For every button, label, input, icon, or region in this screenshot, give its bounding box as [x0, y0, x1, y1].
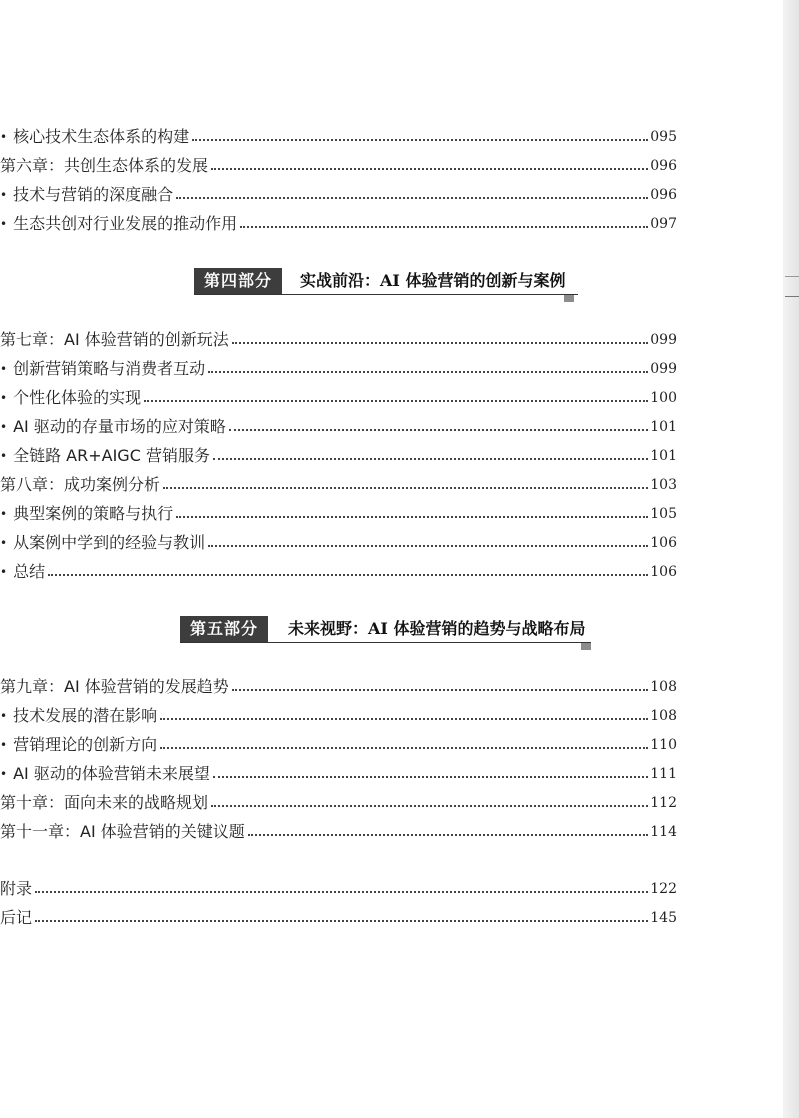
entry-title: 创新营销策略与消费者互动 — [13, 359, 206, 378]
part-underline — [194, 294, 578, 295]
page-number: 097 — [650, 216, 677, 232]
toc-entry[interactable] — [0, 472, 677, 494]
dot-leader — [213, 458, 648, 460]
toc-entry[interactable] — [0, 761, 677, 783]
toc-entry[interactable] — [0, 559, 677, 581]
toc-entry[interactable] — [0, 501, 677, 523]
part-header-5 — [180, 616, 591, 656]
page-edge-mark — [785, 276, 799, 277]
dot-leader — [35, 891, 648, 893]
entry-title: 核心技术生态体系的构建 — [13, 127, 190, 146]
part-title: 未来视野：AI 体验营销的趋势与战略布局 — [288, 619, 586, 638]
entry-title: 技术发展的潜在影响 — [13, 706, 158, 725]
dot-leader — [48, 574, 648, 576]
entry-title: 第十一章：AI 体验营销的关键议题 — [0, 822, 245, 841]
part-tag: 第五部分 — [180, 616, 268, 642]
bullet-icon: • — [0, 767, 8, 781]
bullet-icon: • — [0, 420, 8, 434]
dot-leader — [163, 487, 648, 489]
page-number: 145 — [650, 910, 677, 926]
page-number: 096 — [650, 158, 677, 174]
bullet-icon: • — [0, 536, 8, 550]
page-number: 110 — [650, 737, 677, 753]
page-number: 108 — [650, 679, 677, 695]
page-number: 112 — [650, 795, 677, 811]
toc-entry[interactable] — [0, 443, 677, 465]
dot-leader — [229, 429, 648, 431]
part-header-4 — [194, 268, 578, 308]
dot-leader — [213, 776, 648, 778]
toc-entry[interactable] — [0, 385, 677, 407]
toc-entry[interactable] — [0, 211, 677, 233]
bullet-icon: • — [0, 130, 8, 144]
toc-entry[interactable] — [0, 356, 677, 378]
entry-title: AI 驱动的体验营销未来展望 — [13, 764, 210, 783]
bullet-icon: • — [0, 565, 8, 579]
toc-entry[interactable] — [0, 819, 677, 841]
toc-entry[interactable] — [0, 790, 677, 812]
dot-leader — [192, 139, 648, 141]
page-edge-strip — [783, 0, 799, 1118]
toc-entry[interactable] — [0, 674, 677, 696]
entry-title: 总结 — [13, 562, 46, 581]
toc-entry[interactable] — [0, 124, 677, 146]
page-number: 106 — [650, 564, 677, 580]
dot-leader — [176, 516, 648, 518]
entry-title: 第八章：成功案例分析 — [0, 475, 161, 494]
dot-leader — [160, 718, 648, 720]
dot-leader — [232, 689, 649, 691]
dot-leader — [208, 371, 648, 373]
toc-entry[interactable] — [0, 703, 677, 725]
bullet-icon: • — [0, 391, 8, 405]
toc-entry[interactable] — [0, 182, 677, 204]
page-number: 105 — [650, 506, 677, 522]
page-number: 114 — [650, 824, 677, 840]
entry-title: 后记 — [0, 908, 33, 927]
page-number: 100 — [650, 390, 677, 406]
bullet-icon: • — [0, 449, 8, 463]
part-title: 实战前沿：AI 体验营销的创新与案例 — [300, 271, 566, 290]
page-number: 096 — [650, 187, 677, 203]
entry-title: 附录 — [0, 879, 33, 898]
dot-leader — [144, 400, 648, 402]
bullet-icon: • — [0, 217, 8, 231]
entry-title: AI 驱动的存量市场的应对策略 — [13, 417, 226, 436]
page-number: 103 — [650, 477, 677, 493]
entry-title: 第十章：面向未来的战略规划 — [0, 793, 209, 812]
corner-mark — [564, 295, 574, 302]
page-edge-mark — [785, 296, 799, 297]
dot-leader — [211, 168, 648, 170]
entry-title: 营销理论的创新方向 — [13, 735, 158, 754]
dot-leader — [208, 545, 648, 547]
dot-leader — [160, 747, 648, 749]
bullet-icon: • — [0, 709, 8, 723]
bullet-icon: • — [0, 362, 8, 376]
entry-title: 第九章：AI 体验营销的发展趋势 — [0, 677, 229, 696]
dot-leader — [248, 834, 649, 836]
page-number: 111 — [650, 766, 677, 782]
dot-leader — [240, 226, 648, 228]
entry-title: 生态共创对行业发展的推动作用 — [13, 214, 238, 233]
toc-entry[interactable] — [0, 530, 677, 552]
bullet-icon: • — [0, 738, 8, 752]
page-number: 106 — [650, 535, 677, 551]
toc-entry[interactable] — [0, 876, 677, 898]
entry-title: 全链路 AR+AIGC 营销服务 — [13, 446, 210, 465]
dot-leader — [35, 920, 648, 922]
page-number: 099 — [650, 332, 677, 348]
toc-entry[interactable] — [0, 732, 677, 754]
entry-title: 个性化体验的实现 — [13, 388, 142, 407]
corner-mark — [581, 643, 591, 650]
dot-leader — [232, 342, 649, 344]
entry-title: 典型案例的策略与执行 — [13, 504, 174, 523]
dot-leader — [176, 197, 648, 199]
bullet-icon: • — [0, 507, 8, 521]
dot-leader — [211, 805, 648, 807]
toc-entry[interactable] — [0, 327, 677, 349]
part-underline — [180, 642, 591, 643]
entry-title: 第七章：AI 体验营销的创新玩法 — [0, 330, 229, 349]
part-tag: 第四部分 — [194, 268, 282, 294]
page-number: 108 — [650, 708, 677, 724]
toc-entry[interactable] — [0, 905, 677, 927]
page-number: 095 — [650, 129, 677, 145]
page-number: 122 — [650, 881, 677, 897]
entry-title: 从案例中学到的经验与教训 — [13, 533, 206, 552]
entry-title: 技术与营销的深度融合 — [13, 185, 174, 204]
toc-entry[interactable] — [0, 153, 677, 175]
bullet-icon: • — [0, 188, 8, 202]
toc-entry[interactable] — [0, 414, 677, 436]
page-number: 099 — [650, 361, 677, 377]
entry-title: 第六章：共创生态体系的发展 — [0, 156, 209, 175]
page-number: 101 — [650, 419, 677, 435]
page-number: 101 — [650, 448, 677, 464]
